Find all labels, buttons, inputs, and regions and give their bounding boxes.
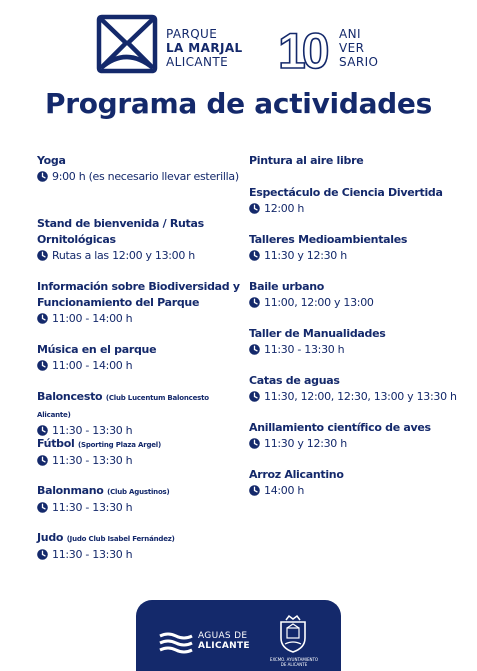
activity-item [37, 153, 241, 185]
anniversary-number [278, 26, 336, 72]
activity-title: Música en el parque [37, 343, 157, 356]
activity-title: Judo [37, 531, 64, 544]
clock-icon [249, 485, 260, 496]
anniversary-number-text: 10 [278, 26, 326, 72]
activity-name [37, 153, 241, 169]
activity-time [249, 483, 475, 499]
activity-time-text: 11:00 - 14:00 h [52, 312, 133, 325]
activity-time-text: 12:00 h [264, 202, 305, 215]
activity-title: Stand de bienvenida / Rutas Ornitológicas [37, 217, 204, 246]
activity-time-text: 11:30 - 13:30 h [52, 424, 133, 437]
activity-name [249, 326, 475, 342]
activity-time [249, 295, 475, 311]
activity-item [249, 153, 475, 169]
activity-time [249, 201, 475, 217]
ayuntamiento-line-2: DE ALICANTE [280, 662, 308, 667]
activity-time-text: Rutas a las 12:00 y 13:00 h [52, 249, 195, 262]
activity-time-text: 9:00 h (es necesario llevar esterilla) [52, 170, 239, 183]
activity-time-text: 11:30 y 12:30 h [264, 249, 347, 262]
activity-organizer: (Club Agustinos) [107, 488, 170, 496]
aguas-de-alicante-logo [198, 631, 250, 651]
activity-time [37, 547, 241, 563]
anniversary-label [339, 27, 378, 69]
activity-name [37, 216, 241, 248]
brand-name [166, 27, 243, 69]
activity-title: Fútbol [37, 437, 75, 450]
ayuntamiento-line-1: EXCMO. AYUNTAMIENTO [269, 657, 319, 662]
activity-title: Arroz Alicantino [249, 468, 344, 481]
activity-time [37, 500, 241, 516]
clock-icon [37, 171, 48, 182]
brand-line-1: PARQUE [166, 27, 218, 41]
activity-item [37, 530, 241, 563]
clock-icon [249, 344, 260, 355]
activity-name [37, 483, 241, 500]
activity-organizer: (Sporting Plaza Argel) [78, 441, 162, 449]
aguas-wave-icon [158, 632, 194, 656]
activity-name [249, 467, 475, 483]
clock-icon [249, 391, 260, 402]
header [0, 0, 477, 90]
activity-item [249, 279, 475, 311]
footer-banner [136, 600, 341, 671]
activity-title: Baloncesto [37, 390, 103, 403]
activity-time [37, 358, 241, 374]
activity-name [249, 279, 475, 295]
activity-time-text: 11:30 - 13:30 h [52, 501, 133, 514]
activity-time [249, 248, 475, 264]
clock-icon [37, 250, 48, 261]
activity-name [37, 389, 241, 423]
activity-item [37, 436, 241, 469]
activity-time-text: 11:30 - 13:30 h [52, 548, 133, 561]
activity-time [37, 453, 241, 469]
activity-name [37, 530, 241, 547]
activity-title: Balonmano [37, 484, 104, 497]
activity-item [249, 232, 475, 264]
clock-icon [37, 549, 48, 560]
brand-line-2: LA MARJAL [166, 41, 243, 55]
activity-organizer: (Club Lucentum Baloncesto Alicante) [37, 394, 209, 419]
activity-time-text: 11:30 - 13:30 h [264, 343, 345, 356]
activity-item [249, 373, 475, 405]
clock-icon [249, 203, 260, 214]
activity-time [37, 248, 241, 264]
activity-time [249, 436, 475, 452]
activity-time-text: 11:30 - 13:30 h [52, 454, 133, 467]
activity-name [249, 232, 475, 248]
activity-title: Pintura al aire libre [249, 154, 364, 167]
anniversary-line-2: VER [339, 41, 365, 55]
activity-time-text: 14:00 h [264, 484, 305, 497]
activity-title: Baile urbano [249, 280, 324, 293]
activity-item [37, 279, 241, 327]
activity-item [37, 483, 241, 516]
activity-time-text: 11:30 y 12:30 h [264, 437, 347, 450]
activity-title: Información sobre Biodiversidad y Funcionamiento del Parque [37, 280, 240, 309]
activity-name [249, 420, 475, 436]
page-title: Programa de actividades [45, 87, 432, 120]
activity-title: Yoga [37, 154, 66, 167]
clock-icon [37, 360, 48, 371]
aguas-line-1: AGUAS DE [198, 631, 248, 641]
activity-item [37, 389, 241, 439]
activity-time [249, 389, 475, 405]
marjal-logo-icon [96, 14, 158, 74]
activity-time-text: 11:30, 12:00, 12:30, 13:00 y 13:30 h [264, 390, 457, 403]
activity-name [37, 279, 241, 311]
activity-time [249, 342, 475, 358]
ayuntamiento-label [262, 657, 326, 667]
activity-title: Taller de Manualidades [249, 327, 386, 340]
anniversary-line-3: SARIO [339, 55, 379, 69]
clock-icon [37, 455, 48, 466]
activity-name [249, 373, 475, 389]
clock-icon [249, 250, 260, 261]
anniversary-line-1: ANI [339, 27, 361, 41]
clock-icon [249, 297, 260, 308]
activity-item [37, 216, 241, 264]
activity-time-text: 11:00 - 14:00 h [52, 359, 133, 372]
clock-icon [37, 313, 48, 324]
clock-icon [37, 502, 48, 513]
clock-icon [37, 425, 48, 436]
activity-organizer: (Judo Club Isabel Fernández) [66, 535, 175, 543]
activity-item [249, 420, 475, 452]
activity-name [249, 185, 475, 201]
activity-title: Anillamiento científico de aves [249, 421, 431, 434]
activity-title: Espectáculo de Ciencia Divertida [249, 186, 443, 199]
activity-name [37, 436, 241, 453]
activity-time [37, 311, 241, 327]
brand-line-3: ALICANTE [166, 55, 229, 69]
activity-title: Catas de aguas [249, 374, 340, 387]
activity-item [249, 467, 475, 499]
clock-icon [249, 438, 260, 449]
activity-item [249, 326, 475, 358]
activity-title: Talleres Medioambientales [249, 233, 408, 246]
activity-item [249, 185, 475, 217]
alicante-shield-icon [276, 614, 310, 654]
activity-time-text: 11:00, 12:00 y 13:00 [264, 296, 374, 309]
activity-time [37, 169, 241, 185]
activity-name [37, 342, 241, 358]
activity-name [249, 153, 475, 169]
activity-item [37, 342, 241, 374]
aguas-line-2: ALICANTE [198, 641, 250, 651]
